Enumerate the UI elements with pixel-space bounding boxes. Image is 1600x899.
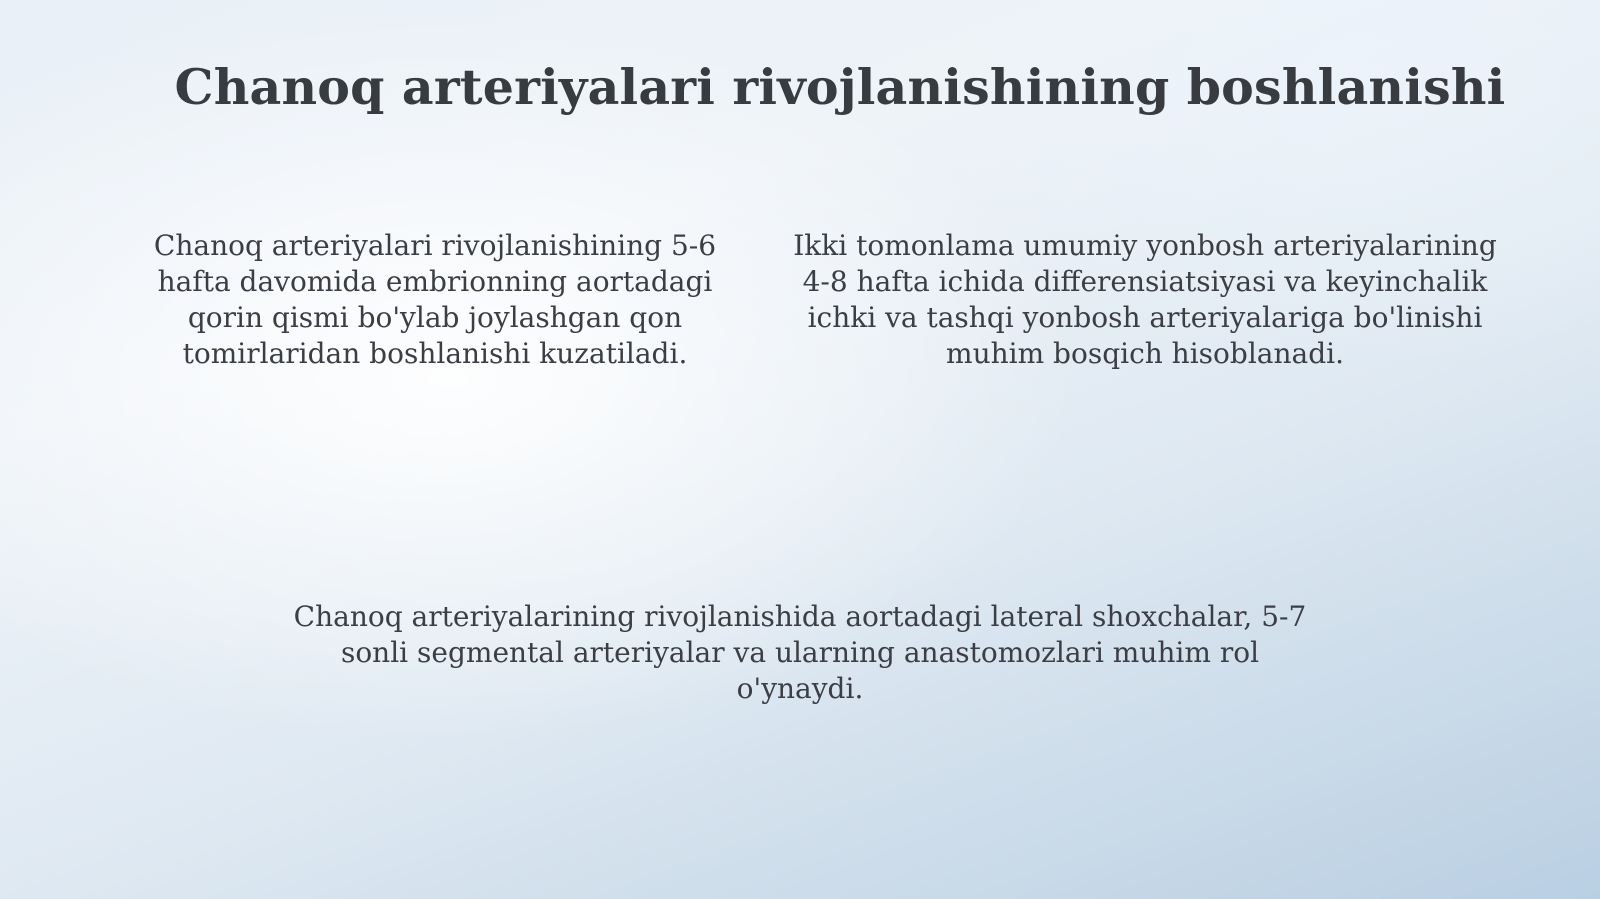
paragraph-development-start: Chanoq arteriyalari rivojlanishining 5-6 hafta davomida embrionning aortadagi qorin qismi bo'ylab joylashgan qon tomirlaridan boshlanishi kuzatiladi. — [153, 229, 717, 370]
paragraph-iliac-differentiation: Ikki tomonlama umumiy yonbosh arteriyalarining 4-8 hafta ichida differensiatsiyasi va keyinchalik ichki va tashqi yonbosh arteriyalariga bo'linishi muhim bosqich hisoblanadi. — [793, 229, 1497, 370]
slide-title: Chanoq arteriyalari rivojlanishining boshlanishi — [174, 58, 1506, 116]
paragraph-segmental-arteries: Chanoq arteriyalarining rivojlanishida aortadagi lateral shoxchalar, 5-7 sonli segmental arteriyalar va ularning anastomozlari muhim rol o'ynaydi. — [293, 600, 1307, 705]
